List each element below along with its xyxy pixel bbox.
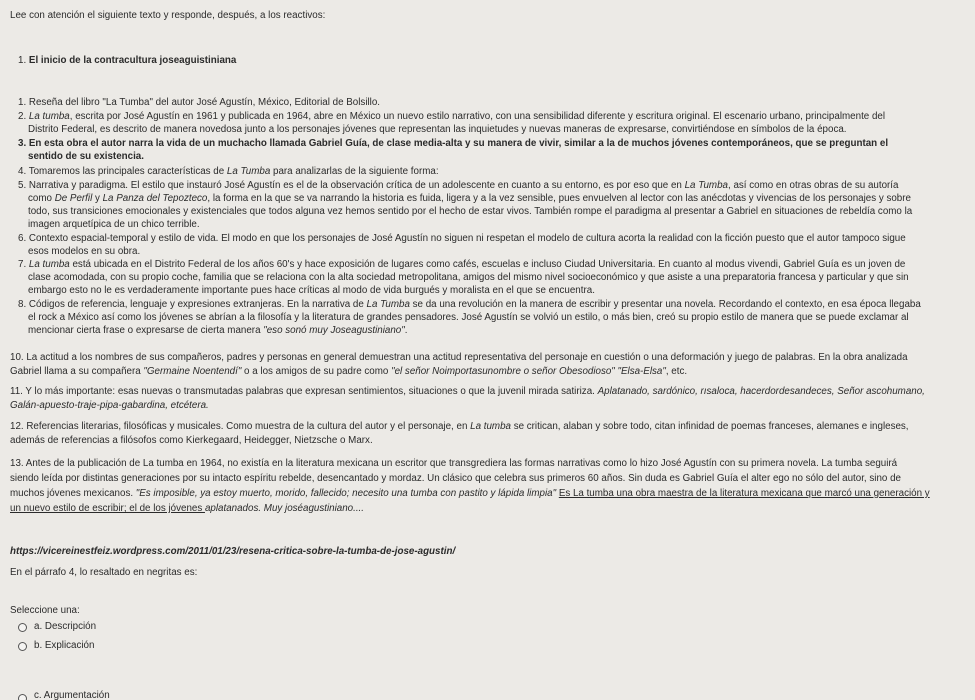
- item-5-line-2: como De Perfil y La Panza del Tepozteco, la forma en la que se va narrando la historia es fuida, ligera y a la vez sensible, pues envuelven al lector con las anécdotas y vivencias de los personajes y sobre: [28, 193, 911, 204]
- option-b[interactable]: [18, 640, 218, 654]
- option-b-label: b. Explicación: [34, 640, 95, 651]
- option-a-label: a. Descripción: [34, 621, 97, 632]
- select-label: Seleccione una:: [10, 605, 80, 616]
- item-10-line-2: Gabriel llama a su compañera "Germaine Noentendí" o a los amigos de su padre como "el señor Noimportasunombre o señor Obesodioso" "Elsa-Elsa", etc.: [10, 366, 688, 377]
- item-12-line-2: además de referencias a filósofos como Kierkegaard, Heidegger, Nietzsche o Marx.: [10, 435, 373, 446]
- option-b-radio[interactable]: [18, 642, 27, 651]
- option-a[interactable]: [18, 621, 218, 635]
- option-c[interactable]: [18, 692, 218, 700]
- item-13-line-2: siendo leída por distintas generaciones por su intacto espíritu rebelde, desencantado y mordaz. Un clásico que celebra sus primeros 60 años. Sin duda es Gabriel Guía el alter ego no sólo del autor, sino de: [10, 473, 901, 484]
- source-url: https://vicereinestfeiz.wordpress.com/2011/01/23/resena-critica-sobre-la-tumba-de-jose-agustin/: [10, 546, 456, 557]
- instruction: Lee con atención el siguiente texto y responde, después, a los reactivos:: [10, 10, 326, 21]
- section-title: El inicio de la contracultura joseaguistiniana: [28, 55, 237, 66]
- item-5-line-1: 5. Narrativa y paradigma. El estilo que instauró José Agustín es el de la observación crítica de un adolescente en cuanto a su entorno, es por eso que en La Tumba, así como en otras obras de su autoría: [18, 180, 899, 191]
- item-13-line-3: muchos jóvenes mexicanos. "Es imposible, ya estoy muerto, morido, fallecido; necesito una tumba con pastito y lápida limpia" Es La tumba una obra maestra de la literatura mexicana que marcó una generación y: [10, 488, 930, 499]
- item-5-line-4: imagen arquetípica de un chico terrible.: [28, 219, 200, 230]
- item-8-line-3: mencionar cierta frase o expresarse de cierta manera "eso sonó muy Joseagustiniano".: [28, 325, 408, 336]
- item-1: 1. Reseña del libro "La Tumba" del autor José Agustín, México, Editorial de Bolsillo.: [18, 97, 381, 108]
- item-2-line-1: 2. La tumba, escrita por José Agustín en 1961 y publicada en 1964, abre en México un nuevo estilo narrativo, con una sensibilidad diferente y escritura original. El escenario urbano, principalmente del: [18, 111, 886, 122]
- item-3-line-1: 3. En esta obra el autor narra la vida de un muchacho llamada Gabriel Guía, de clase media-alta y su manera de vivir, similar a la de muchos jóvenes contemporáneos, que se preguntan el: [18, 138, 889, 149]
- section-heading: [18, 55, 236, 68]
- option-a-radio[interactable]: [18, 623, 27, 632]
- item-10-line-1: 10. La actitud a los nombres de sus compañeros, padres y personas en general demuestran una actitud representativa del personaje en cuestión o una deformación y juego de palabras. En la obra analizada: [10, 352, 908, 363]
- item-6-line-2: esos modelos en su obra.: [28, 246, 141, 257]
- item-8-line-2: el rock a México así como los jóvenes se abrían a la filosofía y la literatura de grandes pensadores. José Agustín se volvió un estilo, o más bien, creó su propio estilo de manera que se puede exclamar al: [28, 312, 909, 323]
- item-7-line-1: 7. La tumba está ubicada en el Distrito Federal de los años 60's y hace exposición de lugares como cafés, escuelas e incluso Ciudad Universitaria. En cuanto al modus vivendi, Gabriel Guía es un joven de: [18, 259, 906, 270]
- item-11-line-2: Galán-apuesto-traje-pipa-gabardina, etcétera.: [10, 400, 209, 411]
- section-number: 1.: [18, 55, 27, 66]
- item-8-line-1: 8. Códigos de referencia, lenguaje y expresiones extranjeras. En la narrativa de La Tumba se da una revolución en la manera de escribir y presentar una novela. Recordando el contexto, en esa época llegaba: [18, 299, 921, 310]
- item-7-line-2: clase acomodada, con su propio coche, familia que se relaciona con la alta sociedad metropolitana, amigos del mismo nivel socioeconómico y que asiste a una preparatoria francesa y particular y que sin: [28, 272, 909, 283]
- item-12-line-1: 12. Referencias literarias, filosóficas y musicales. Como muestra de la cultura del autor y el personaje, en La tumba se critican, alaban y sobre todo, citan infinidad de poemas franceses, alemanes e ingleses,: [10, 421, 909, 432]
- item-6-line-1: 6. Contexto espacial-temporal y estilo de vida. El modo en que los personajes de José Agustín no siguen ni respetan el modelo de cultura acorta la realidad con la ficción puesto que el autor tampoco sigue: [18, 233, 906, 244]
- item-2-line-2: Distrito Federal, es descrito de manera novedosa junto a los personajes jóvenes que representan las inquietudes y nuevas maneras de expresarse, convirtiéndose en símbolos de la época.: [28, 124, 847, 135]
- item-13-line-4: un nuevo estilo de escribir; el de los jóvenes aplatanados. Muy joséagustiniano....: [10, 503, 365, 514]
- item-5-line-3: todo, sus transiciones emocionales y existenciales que todos alguna vez hemos sentido por el hecho de estar vivos. También rompe el paradigma al presentar a Gabriel en situaciones de rebeldía como la: [28, 206, 913, 217]
- question-text: En el párrafo 4, lo resaltado en negritas es:: [10, 567, 198, 578]
- option-c-radio[interactable]: [18, 694, 27, 700]
- item-13-line-1: 13. Antes de la publicación de La tumba en 1964, no existía en la literatura mexicana un escritor que transgrediera las formas narrativas como lo hizo José Agustín con su primera novela. La tumba seguirá: [10, 458, 898, 469]
- option-c-label: c. Argumentación: [34, 690, 110, 700]
- item-11-line-1: 11. Y lo más importante: esas nuevas o transmutadas palabras que expresan sentimientos, situaciones o que la juvenil mirada satiriza. Aplatanado, sardónico, rısaloca, hacerdordesandeces, Señor ascohumano,: [10, 386, 925, 397]
- item-4: 4. Tomaremos las principales características de La Tumba para analizarlas de la siguiente forma:: [18, 166, 439, 177]
- item-3-line-2: sentido de su existencia.: [28, 151, 144, 162]
- item-7-line-3: embargo esto no le es verdaderamente importante pues hace críticas al modo de vida burgués y moralista en el que se encuentra.: [28, 285, 595, 296]
